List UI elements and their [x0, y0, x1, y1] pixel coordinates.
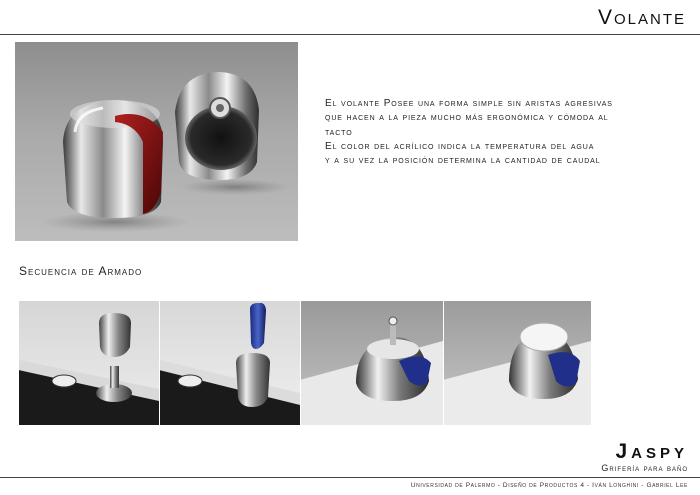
assembly-step-2-image [160, 301, 300, 425]
assembly-step-3-image [301, 301, 443, 425]
page-title: Volante [597, 6, 686, 29]
description-line: que hacen a la pieza mucho más ergonómica y cómoda al [325, 112, 609, 124]
assembly-step-1-image [19, 301, 159, 425]
assembly-step-4-image [444, 301, 591, 425]
footer-credits: Universidad de Palermo - Diseño de Productos 4 - Iván Longhini - Gabriel Lee [410, 482, 688, 489]
assembly-sequence-label: Secuencia de Armado [19, 264, 143, 278]
header-divider [0, 34, 700, 35]
description-line: y a su vez la posición determina la cantidad de caudal [325, 155, 601, 167]
description-line: El volante Posee una forma simple sin aristas agresivas [325, 98, 613, 109]
description-line: tacto [325, 126, 353, 138]
description-text [325, 97, 685, 168]
brand-subtitle: Grifería para baño [601, 463, 688, 473]
brand-name: Jaspy [615, 440, 688, 463]
description-line: El color del acrílico indica la temperatura del agua [325, 140, 595, 152]
hero-render-image [15, 42, 298, 241]
footer-divider [0, 477, 700, 478]
